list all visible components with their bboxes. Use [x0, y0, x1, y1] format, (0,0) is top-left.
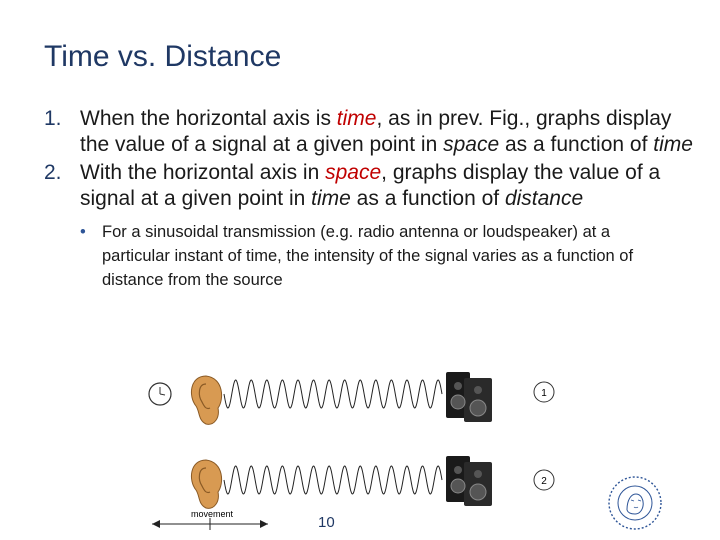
sub-bullet-text: For a sinusoidal transmission (e.g. radio antenna or loudspeaker) at a particular instant of time, the intensity of the signal varies as a function of distance from the source	[102, 223, 634, 289]
sine-wave	[224, 380, 442, 408]
movement-label: movement	[190, 509, 234, 519]
figure-label-2	[534, 470, 554, 490]
clock-icon	[149, 383, 171, 405]
sub-bullet-item	[80, 220, 662, 292]
university-seal-logo	[600, 470, 670, 532]
figure-label-1	[534, 382, 554, 402]
emphasis-space: space	[443, 133, 500, 156]
list-number: 2.	[44, 161, 62, 184]
ear-icon	[191, 376, 221, 424]
sine-wave	[224, 466, 442, 494]
label-1-text: 1	[541, 388, 547, 399]
label-2-text: 2	[541, 476, 547, 487]
emphasis-time: time	[311, 187, 351, 210]
text-run: as a function of	[499, 133, 654, 156]
text-run: as a function of	[350, 187, 505, 210]
loudspeaker-icon	[446, 456, 492, 506]
text-run: , graphs display the value of a signal at a given point in	[80, 161, 661, 210]
numbered-list	[44, 106, 694, 292]
list-number: 1.	[44, 107, 62, 130]
page-number: 10	[318, 514, 335, 531]
emphasis-time: time	[653, 133, 693, 156]
text-run: , as in prev. Fig., graphs display the value of a signal at a given point in	[80, 107, 672, 156]
slide-title: Time vs. Distance	[44, 40, 282, 73]
wave-figure	[140, 362, 580, 532]
list-item-2	[44, 160, 694, 212]
emphasis-time: time	[336, 107, 377, 130]
emphasis-space: space	[325, 161, 382, 184]
movement-arrow	[152, 509, 268, 530]
list-item-1	[44, 106, 694, 158]
text-run: When the horizontal axis is	[80, 107, 337, 130]
emphasis-distance: distance	[504, 187, 584, 210]
loudspeaker-icon	[446, 372, 492, 422]
ear-icon	[191, 460, 221, 508]
bullet-marker: •	[80, 223, 86, 241]
text-run: With the horizontal axis in	[80, 161, 326, 184]
